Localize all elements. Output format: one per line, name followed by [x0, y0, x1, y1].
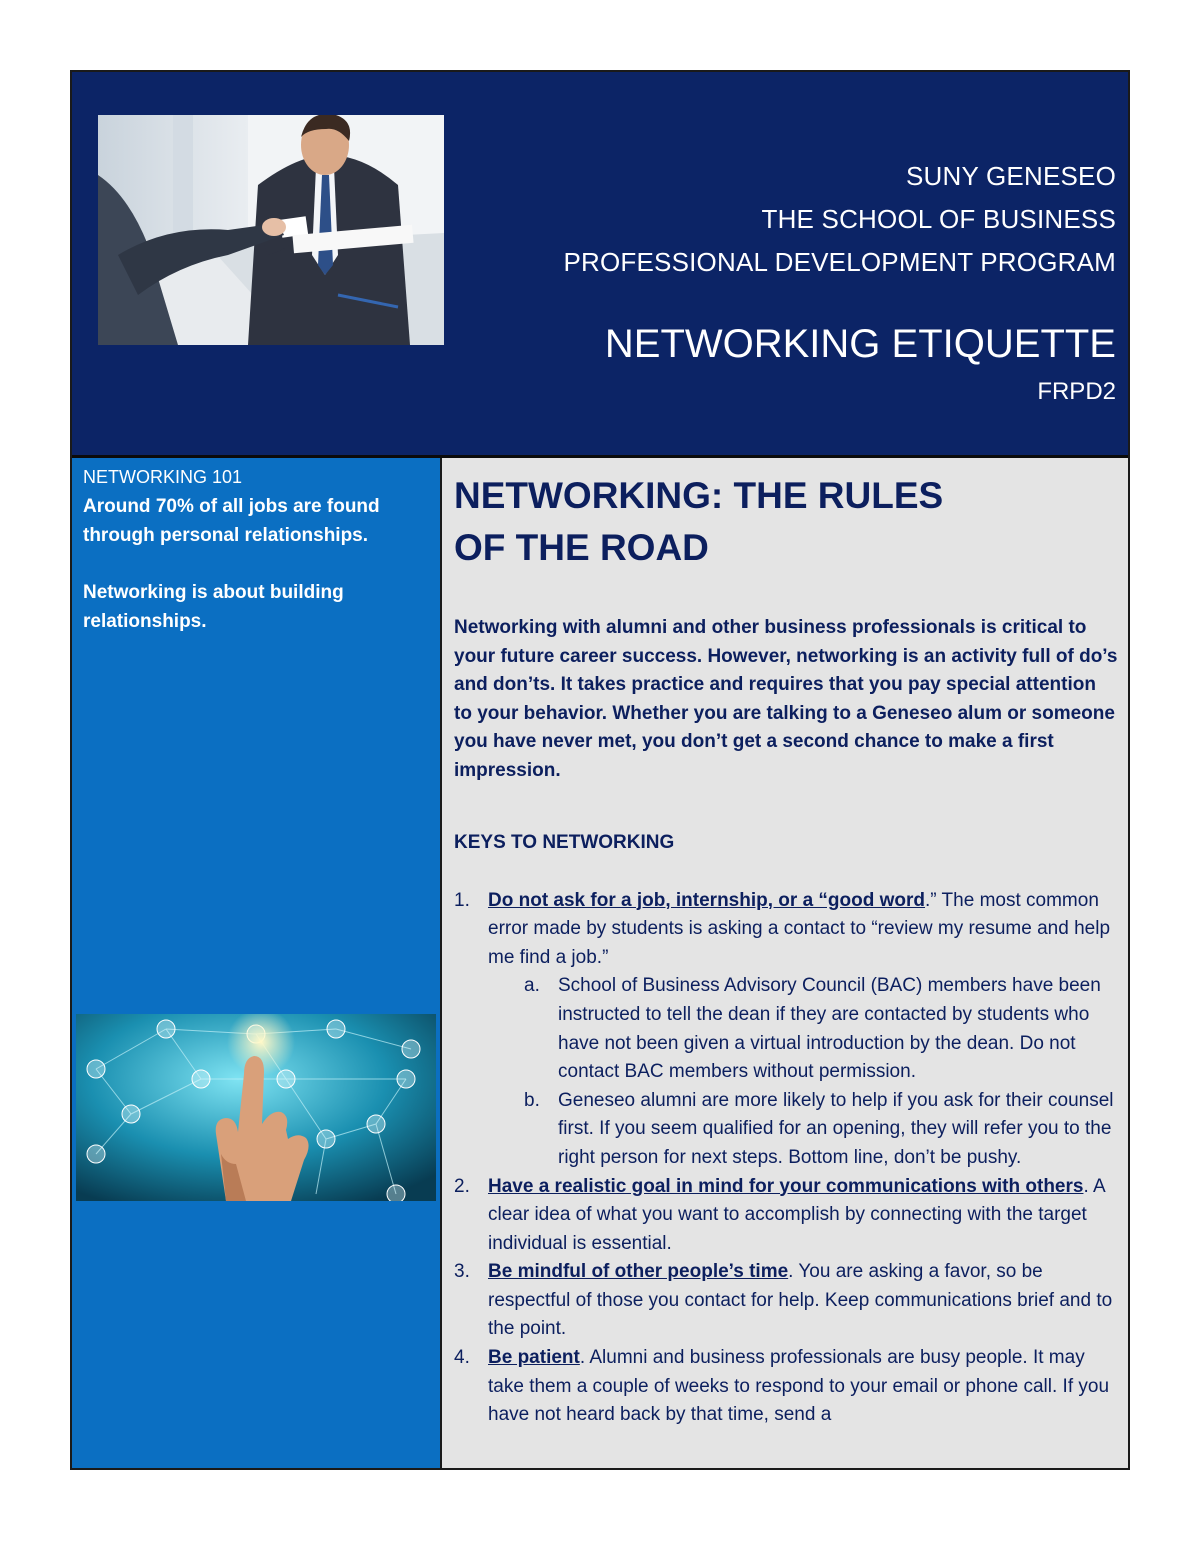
list-item — [454, 1173, 1118, 1259]
institution-line: PROFESSIONAL DEVELOPMENT PROGRAM — [563, 247, 1116, 277]
list-item — [454, 1344, 1118, 1430]
sub-text: Geneseo alumni are more likely to help if you ask for their counsel first. If you seem qualified for an opening, they will refer you to the right person for next steps. Bottom line, don’t be pushy. — [558, 1089, 1114, 1168]
sidebar-fact: Around 70% of all jobs are found through personal relationships. — [83, 496, 380, 546]
sub-letter: b. — [524, 1089, 540, 1111]
article-title — [454, 470, 1118, 574]
network-touch-photo — [76, 1014, 436, 1201]
rule-text: . A clear idea of what you want to accomplish by connecting with the target individual is essential. — [488, 1175, 1105, 1254]
rule-text: . You are asking a favor, so be respectful of those you contact for help. Keep communications brief and to the point. — [488, 1261, 1113, 1340]
rules-list — [454, 887, 1118, 1430]
sub-letter: a. — [524, 975, 540, 997]
list-item — [454, 887, 1118, 973]
article-title-line2: OF THE ROAD — [454, 527, 709, 568]
header-banner — [72, 72, 1128, 458]
main-article — [454, 470, 1118, 1430]
intro-paragraph: Networking with alumni and other business professionals is critical to your future career success. However, networking is an activity full of do’s and don’ts. It takes practice and requires that you pay special attention to your behavior. Whether you are talking to a Geneseo alum or someone you have never met, you don’t get a second chance to make a first impression. — [454, 617, 1118, 781]
list-number: 4. — [454, 1347, 470, 1369]
rule-title: Be mindful of other people’s time — [488, 1261, 789, 1283]
page-frame — [70, 70, 1130, 1470]
sidebar-note: Networking is about building relationships. — [83, 582, 344, 632]
institution-line: SUNY GENESEO — [906, 161, 1116, 191]
rule-title: Have a realistic goal in mind for your communications with others — [488, 1175, 1084, 1197]
rule-text: .” The most common error made by students is asking a contact to “review my resume and help me find a job.” — [488, 889, 1111, 968]
main-content — [442, 458, 1128, 1468]
sidebar-panel — [72, 458, 442, 1468]
list-number: 3. — [454, 1261, 470, 1283]
sub-text: School of Business Advisory Council (BAC) members have been instructed to tell the dean if they are contacted by students who have not been given a virtual introduction by the dean. Do not contact BAC members without permission. — [558, 975, 1101, 1083]
sidebar-heading: NETWORKING 101 — [83, 467, 243, 487]
sub-list-item — [454, 1087, 1118, 1173]
rule-title: Be patient — [488, 1347, 580, 1369]
sub-list-item — [454, 972, 1118, 1086]
list-number: 1. — [454, 889, 470, 911]
institution-line: THE SCHOOL OF BUSINESS — [761, 204, 1116, 234]
business-card-exchange-photo — [98, 115, 444, 345]
document-title: NETWORKING ETIQUETTE — [604, 322, 1116, 366]
article-title-line1: NETWORKING: THE RULES — [454, 475, 944, 516]
rule-title: Do not ask for a job, internship, or a “good word — [488, 889, 926, 911]
header-text-block — [563, 155, 1116, 407]
list-item — [454, 1258, 1118, 1344]
rule-text: . Alumni and business professionals are busy people. It may take them a couple of weeks to respond to your email or phone call. If you have not heard back by that time, send a — [488, 1347, 1110, 1426]
document-code: FRPD2 — [1037, 378, 1116, 405]
sidebar-text — [83, 463, 423, 636]
list-number: 2. — [454, 1175, 470, 1197]
keys-heading: KEYS TO NETWORKING — [454, 831, 675, 853]
